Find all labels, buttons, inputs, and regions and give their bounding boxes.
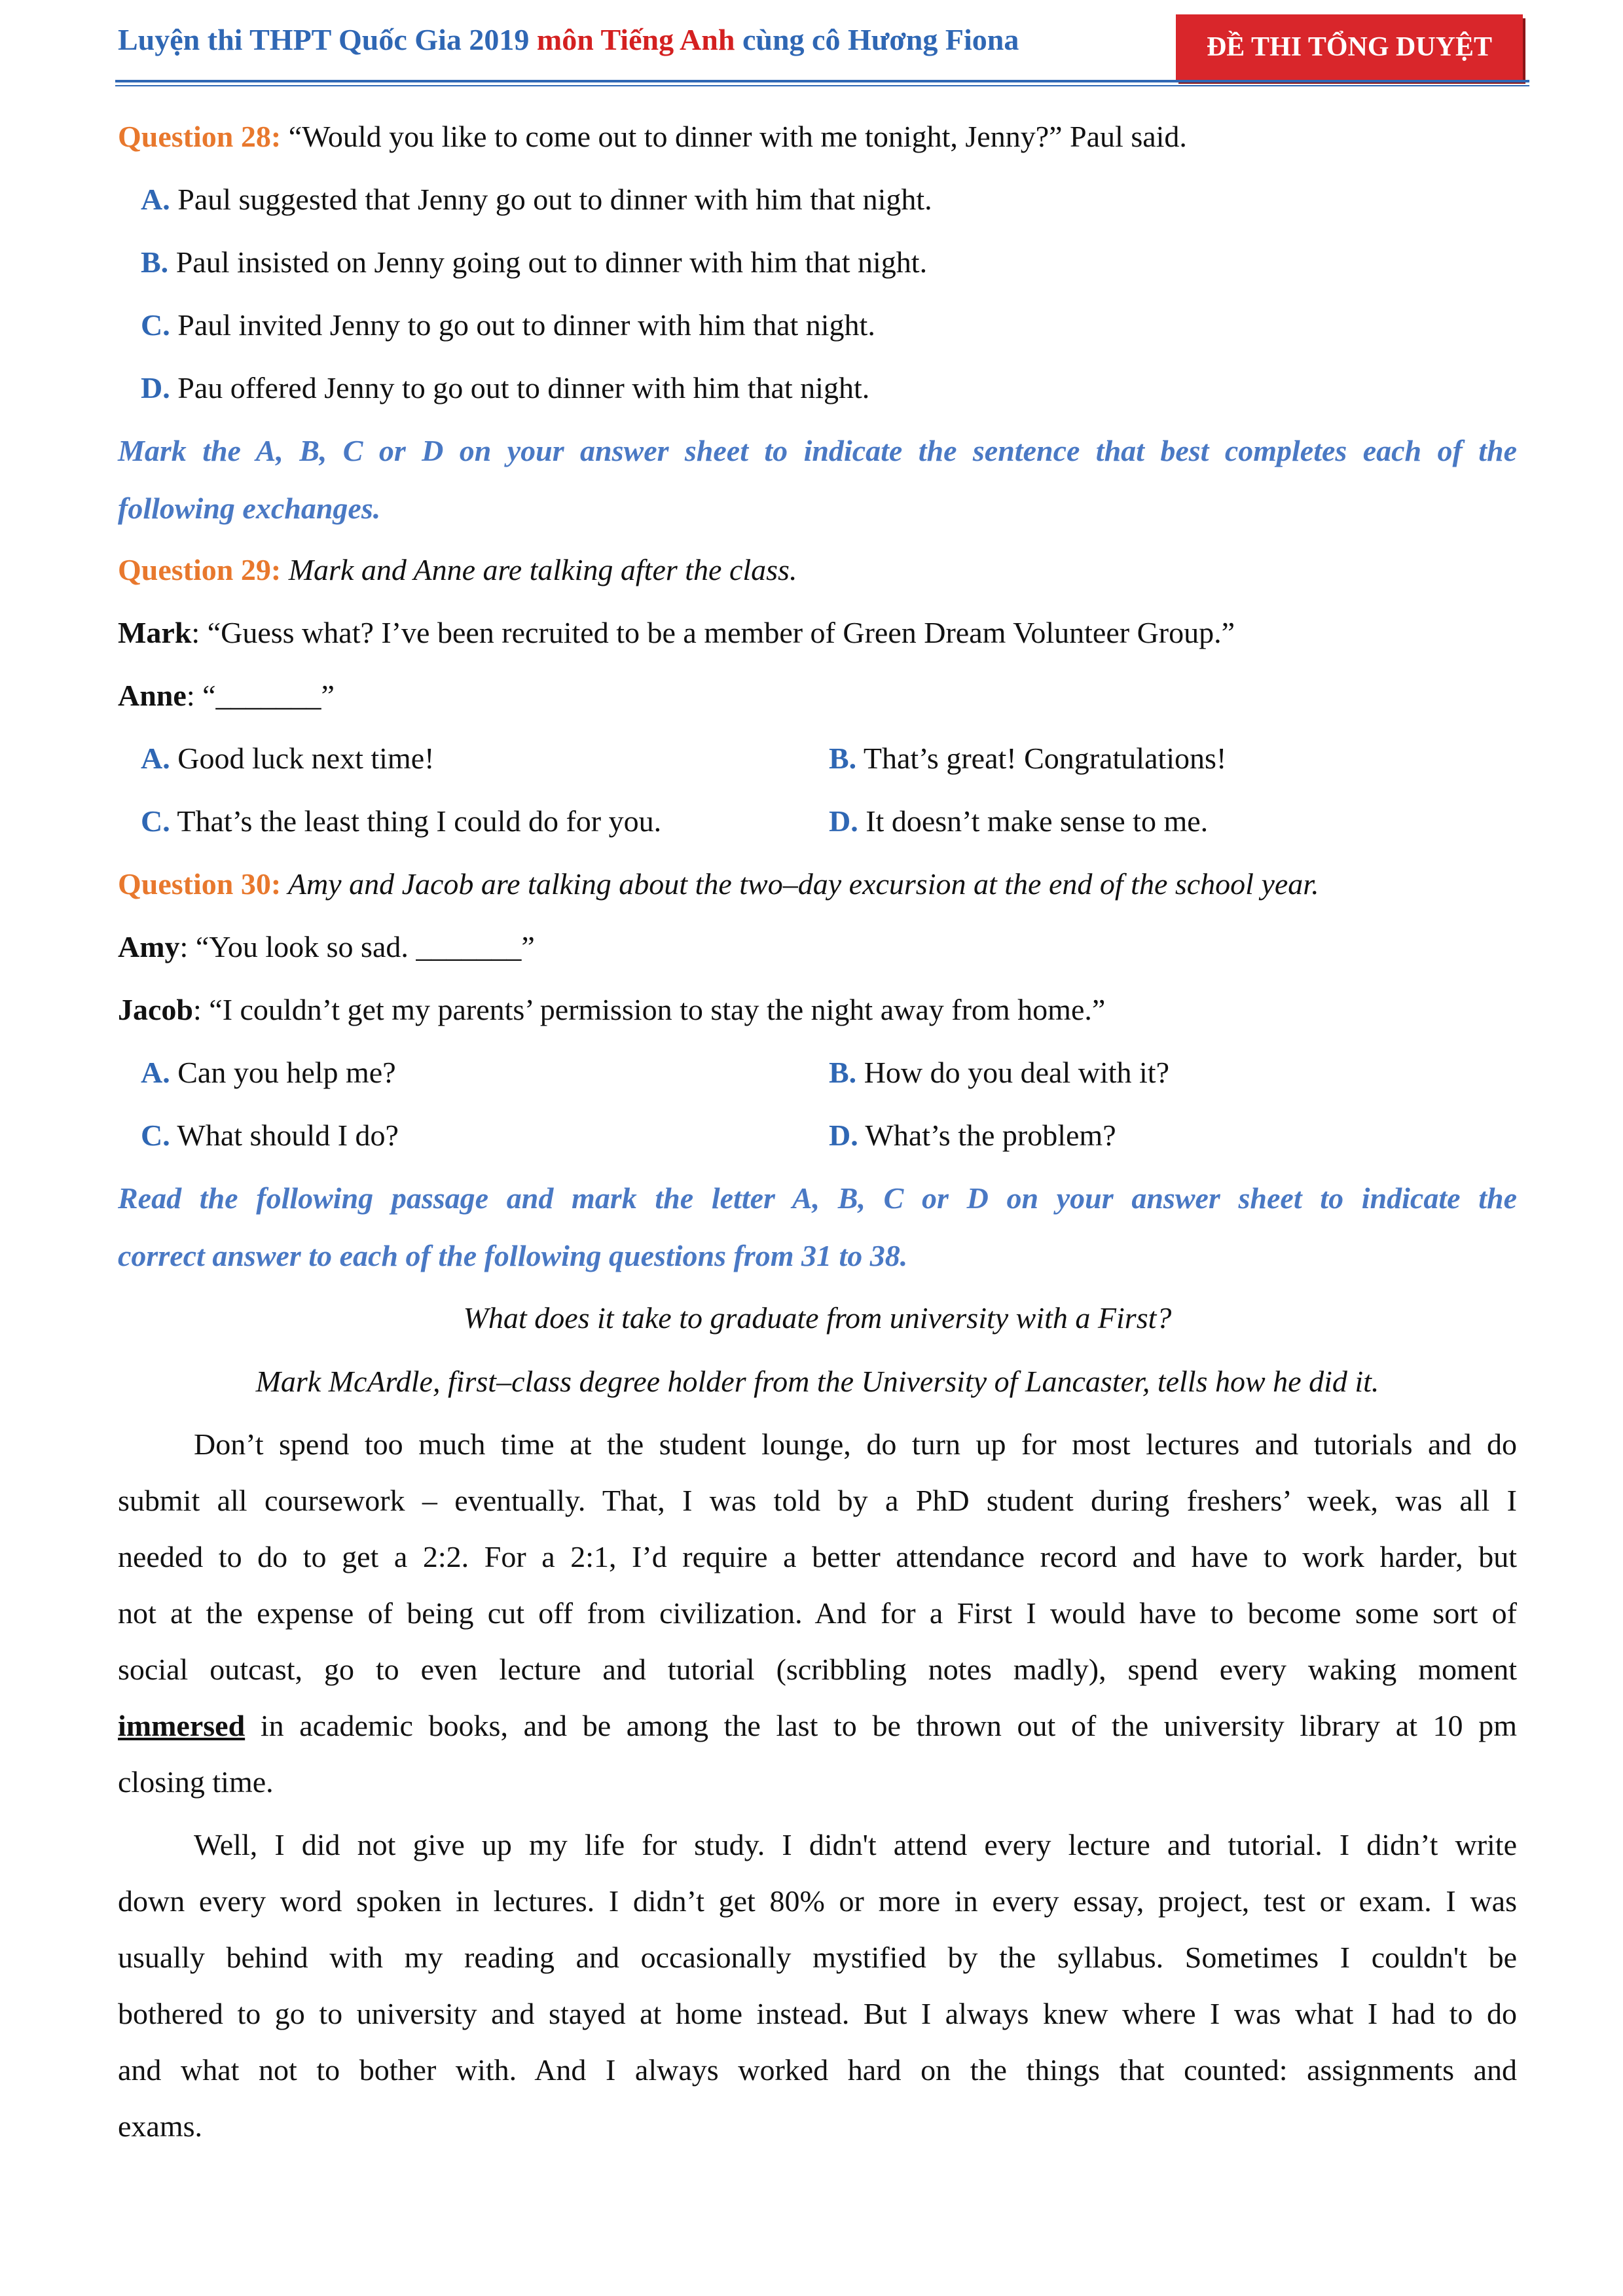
passage-title: What does it take to graduate from university with a First? [463, 1301, 1172, 1335]
q29-dialogue-1 [118, 614, 1235, 652]
option-text: Paul invited Jenny to go out to dinner with him that night. [170, 308, 875, 342]
q28-option-a [141, 181, 932, 219]
header-title-part1: Luyện thi THPT Quốc Gia 2019 [118, 23, 537, 56]
option-letter: C. [141, 308, 170, 342]
option-letter: D. [141, 371, 170, 404]
q29-option-c [141, 802, 661, 840]
dialogue-text: : “You look so sad. _______” [179, 930, 535, 963]
header-title-subject: môn Tiếng Anh [536, 23, 735, 56]
q28-option-c [141, 306, 875, 344]
passage-p2-line3: usually behind with my reading and occasionally mystified by the syllabus. Sometimes I couldn't be [118, 1941, 1517, 1974]
q29-dialogue-2 [118, 677, 335, 715]
question-label: Question 28: [118, 120, 282, 153]
instruction-2-line2: correct answer to each of the following questions from 31 to 38. [118, 1239, 908, 1272]
option-text: What’s the problem? [858, 1119, 1116, 1152]
question-29 [118, 551, 797, 589]
option-text: That’s great! Congratulations! [856, 742, 1227, 775]
option-text: That’s the least thing I could do for you. [170, 804, 662, 838]
passage-p2-line6: exams. [118, 2109, 203, 2143]
option-letter: C. [141, 1119, 170, 1152]
q28-option-d [141, 369, 869, 407]
passage-p1-line4: not at the expense of being cut off from civilization. And for a First I would have to become some sort of [118, 1596, 1517, 1630]
speaker-name: Mark [118, 616, 192, 649]
speaker-name: Amy [118, 930, 180, 963]
q29-option-a [141, 740, 434, 778]
question-label: Question 29: [118, 553, 282, 586]
option-text: Can you help me? [170, 1056, 396, 1089]
question-28 [118, 118, 1187, 156]
question-context: Mark and Anne are talking after the class. [281, 553, 797, 586]
q30-option-d [829, 1117, 1116, 1155]
option-text: Paul insisted on Jenny going out to dinner with him that night. [168, 245, 928, 279]
q30-option-b [829, 1054, 1169, 1092]
q30-option-a [141, 1054, 396, 1092]
passage-p1-line1: Don’t spend too much time at the student lounge, do turn up for most lectures and tutorials and do [194, 1427, 1517, 1461]
option-text: What should I do? [170, 1119, 399, 1152]
instruction-2-line1: Read the following passage and mark the letter A, B, C or D on your answer sheet to indicate the [118, 1181, 1517, 1215]
passage-p1-line6 [118, 1707, 1517, 1745]
passage-p1-line2: submit all coursework – eventually. That, I was told by a PhD student during freshers’ week, was all I [118, 1484, 1517, 1517]
question-30 [118, 865, 1319, 903]
passage-p1-line7: closing time. [118, 1765, 274, 1799]
passage-p2-line5: and what not to bother with. And I always worked hard on the things that counted: assignments and [118, 2053, 1517, 2087]
q30-dialogue-1 [118, 928, 535, 966]
passage-p2-line1: Well, I did not give up my life for study. I didn't attend every lecture and tutorial. I didn’t write [194, 1828, 1517, 1861]
q30-option-c [141, 1117, 399, 1155]
option-text: Good luck next time! [170, 742, 435, 775]
question-text: “Would you like to come out to dinner with me tonight, Jenny?” Paul said. [281, 120, 1187, 153]
speaker-name: Anne [118, 679, 187, 712]
passage-subtitle: Mark McArdle, first–class degree holder from the University of Lancaster, tells how he did it. [255, 1365, 1379, 1398]
option-letter: B. [829, 1056, 857, 1089]
instruction-1-line2: following exchanges. [118, 492, 381, 525]
header-title-part3: cùng cô Hương Fiona [735, 23, 1019, 56]
header-divider-thin [115, 85, 1529, 86]
header-badge: ĐỀ THI TỔNG DUYỆT [1176, 14, 1523, 80]
passage-p1-line3: needed to do to get a 2:2. For a 2:1, I’d require a better attendance record and have to work harder, but [118, 1540, 1517, 1573]
passage-p2-line2: down every word spoken in lectures. I didn’t get 80% or more in every essay, project, test or exam. I was [118, 1884, 1517, 1918]
header-divider [115, 80, 1529, 82]
line-rest: in academic books, and be among the last to be thrown out of the university library at 10 pm [245, 1709, 1517, 1742]
option-letter: B. [829, 742, 857, 775]
option-letter: A. [141, 742, 170, 775]
passage-p2-line4: bothered to go to university and stayed at home instead. But I always knew where I was what I had to do [118, 1997, 1517, 2030]
dialogue-text: : “_______” [186, 679, 335, 712]
option-letter: A. [141, 1056, 170, 1089]
option-text: It doesn’t make sense to me. [858, 804, 1209, 838]
option-text: How do you deal with it? [856, 1056, 1169, 1089]
option-letter: D. [829, 1119, 858, 1152]
passage-p1-line5: social outcast, go to even lecture and tutorial (scribbling notes madly), spend every waking moment [118, 1653, 1517, 1686]
option-letter: C. [141, 804, 170, 838]
question-context: Amy and Jacob are talking about the two–day excursion at the end of the school year. [281, 867, 1319, 901]
header-title [118, 22, 1019, 57]
q29-option-d [829, 802, 1208, 840]
dialogue-text: : “I couldn’t get my parents’ permission to stay the night away from home.” [193, 993, 1106, 1026]
speaker-name: Jacob [118, 993, 193, 1026]
option-letter: D. [829, 804, 858, 838]
instruction-1-line1: Mark the A, B, C or D on your answer sheet to indicate the sentence that best completes each of the [118, 434, 1517, 467]
option-text: Pau offered Jenny to go out to dinner with him that night. [170, 371, 870, 404]
q28-option-b [141, 243, 927, 281]
option-letter: A. [141, 183, 170, 216]
option-letter: B. [141, 245, 169, 279]
question-label: Question 30: [118, 867, 282, 901]
q29-option-b [829, 740, 1226, 778]
underlined-word: immersed [118, 1709, 246, 1742]
option-text: Paul suggested that Jenny go out to dinner with him that night. [170, 183, 932, 216]
q30-dialogue-2 [118, 991, 1105, 1029]
dialogue-text: : “Guess what? I’ve been recruited to be a member of Green Dream Volunteer Group.” [191, 616, 1235, 649]
